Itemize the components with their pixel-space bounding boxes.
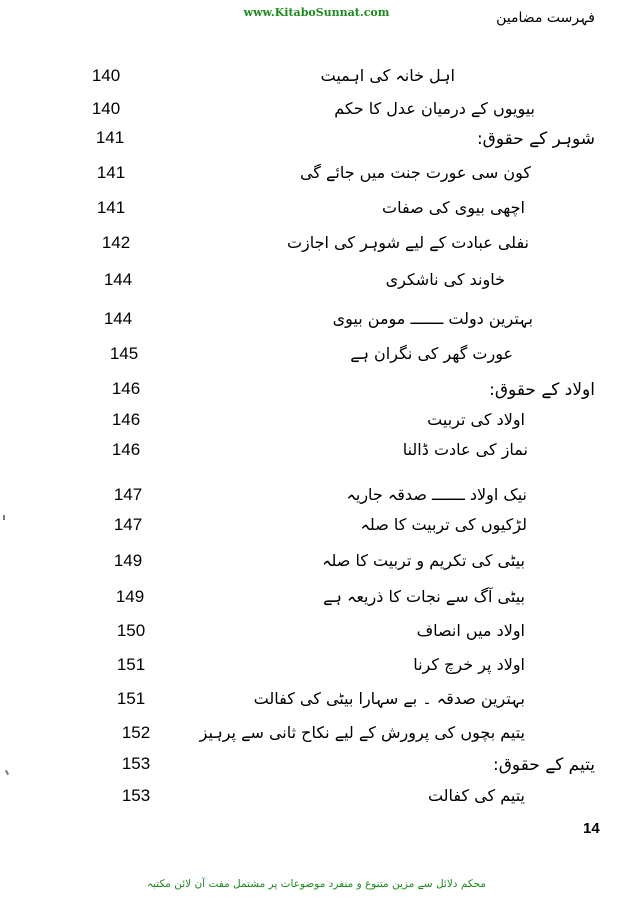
site-url: www.KitaboSunnat.com	[243, 6, 390, 19]
page-number: 14	[583, 820, 600, 837]
toc-entry	[0, 651, 633, 681]
toc-entry-page: 147	[113, 515, 143, 534]
toc-entry-title: یتیم کی کفالت	[427, 786, 525, 805]
toc-entry	[0, 436, 633, 466]
toc-entry-page: 151	[116, 655, 146, 674]
toc-entry-page: 152	[121, 723, 151, 742]
toc-entry	[0, 685, 633, 715]
toc-entry-title: بیٹی آگ سے نجات کا ذریعہ ہے	[323, 587, 525, 606]
toc-entry-page: 140	[91, 99, 121, 118]
toc-entry-page: 141	[95, 128, 125, 147]
toc-entry	[0, 266, 633, 296]
scan-speck	[3, 515, 5, 520]
toc-entry-title: نفلی عبادت کے لیے شوہر کی اجازت	[286, 233, 529, 252]
toc-entry-title: اولاد پر خرچ کرنا	[413, 655, 525, 674]
toc-entry-page: 141	[96, 163, 126, 182]
toc-entry-page: 142	[101, 233, 131, 252]
toc-entry	[0, 406, 633, 436]
toc-entry-title: اہل خانہ کی اہمیت	[320, 66, 455, 85]
toc-entry-title: اچھی بیوی کی صفات	[382, 198, 525, 217]
toc-entry-page: 141	[96, 198, 126, 217]
toc-entry	[0, 617, 633, 647]
toc-entry-title: بیویوں کے درمیان عدل کا حکم	[334, 99, 535, 118]
toc-entry-page: 147	[113, 485, 143, 504]
toc-entry-title: بہترین دولت ـــــــ مومن بیوی	[332, 309, 533, 328]
toc-entry-title: عورت گھر کی نگران ہے	[350, 344, 513, 363]
toc-entry	[0, 95, 633, 125]
toc-entry-page: 144	[103, 270, 133, 289]
toc-entry	[0, 159, 633, 189]
toc-entry-page: 151	[116, 689, 146, 708]
toc-entry	[0, 719, 633, 749]
toc-entry	[0, 340, 633, 370]
toc-section-heading: یتیم کے حقوق:	[493, 755, 595, 775]
toc-entry-page: 153	[121, 786, 151, 805]
toc-entry-page: 150	[116, 621, 146, 640]
toc-entry	[0, 583, 633, 613]
footer-text: محکم دلائل سے مزین متنوع و منفرد موضوعات پر مشتمل مفت آن لائن مکتبہ	[146, 878, 487, 890]
toc-entry-title: اولاد کی تربیت	[427, 410, 525, 429]
toc-entry-page: 145	[109, 344, 139, 363]
toc-entry	[0, 481, 633, 511]
toc-entry	[0, 375, 633, 405]
toc-entry	[0, 194, 633, 224]
toc-entry-page: 140	[91, 66, 121, 85]
toc-entry	[0, 62, 633, 92]
toc-entry-title: نماز کی عادت ڈالنا	[402, 440, 528, 459]
toc-entry-page: 149	[113, 551, 143, 570]
toc-section-heading: شوہر کے حقوق:	[476, 129, 595, 149]
toc-entry	[0, 782, 633, 812]
toc-entry-page: 146	[111, 379, 141, 398]
toc-section-heading: اولاد کے حقوق:	[489, 380, 595, 400]
toc-entry-title: بیٹی کی تکریم و تربیت کا صلہ	[322, 551, 525, 570]
page-header-title: فہرست مضامین	[496, 10, 595, 26]
toc-entry	[0, 229, 633, 259]
toc-entry-title: خاوند کی ناشکری	[385, 270, 505, 289]
toc-entry-title: لڑکیوں کی تربیت کا صلہ	[360, 515, 527, 534]
toc-entry-page: 146	[111, 410, 141, 429]
toc-entry-page: 144	[103, 309, 133, 328]
toc-entry-title: یتیم بچوں کی پرورش کے لیے نکاح ثانی سے پرہیز	[199, 723, 525, 742]
toc-entry	[0, 124, 633, 154]
toc-entry-page: 146	[111, 440, 141, 459]
toc-entry-page: 153	[121, 754, 151, 773]
toc-entry	[0, 511, 633, 541]
toc-entry-title: بہترین صدقہ ۔ بے سہارا بیٹی کی کفالت	[253, 689, 525, 708]
toc-entry-title: نیک اولاد ـــــــ صدقہ جاریہ	[346, 485, 527, 504]
toc-entry-title: کون سی عورت جنت میں جائے گی	[299, 163, 531, 182]
toc-entry-title: اولاد میں انصاف	[416, 621, 525, 640]
toc-entry	[0, 547, 633, 577]
toc-entry	[0, 750, 633, 780]
toc-entry-page: 149	[115, 587, 145, 606]
toc-entry	[0, 305, 633, 335]
